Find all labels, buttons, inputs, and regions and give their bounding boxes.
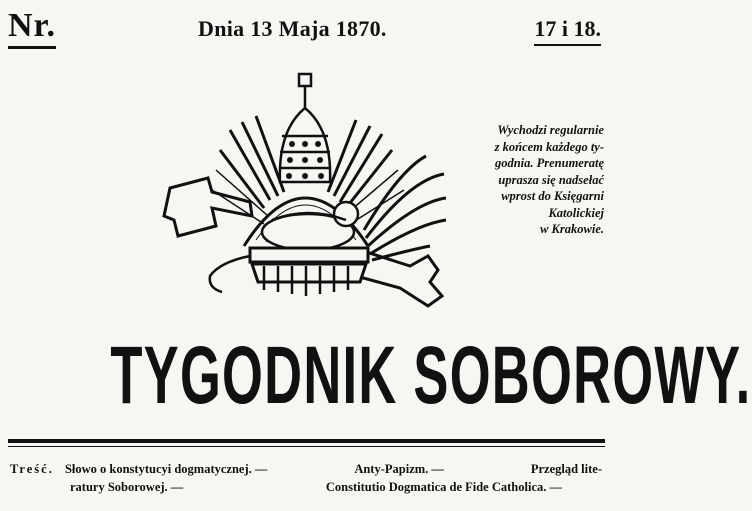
divider-thin [8,446,605,447]
number-label: Nr. [8,8,56,49]
issue-date: Dnia 13 Maja 1870. [198,16,387,41]
contents-lead: Treść. [10,462,54,476]
subscription-notice [448,122,604,238]
notice-line: wprost do Księgarni [501,189,604,203]
issue-number: 17 i 18. [534,16,601,46]
notice-line: uprasza się nadsełać [498,172,604,187]
masthead-title: TYGODNIK SOBOROWY. [110,330,752,421]
notice-line: godnia. Prenumeratę [494,156,604,170]
notice-line: w Krakowie. [540,222,604,236]
papal-tiara-lamb-cross-emblem-icon [160,70,450,320]
contents-item: Constitutio Dogmatica de Fide Catholica. — [325,480,562,494]
table-of-contents [10,460,602,496]
notice-line: z końcem każdego ty- [494,139,604,154]
contents-item: ratury Soborowej. — [70,480,184,494]
notice-line: Wychodzi regularnie [497,123,604,137]
notice-line: Katolickiej [548,205,604,220]
contents-item: Słowo o konstytucyi dogmatycznej. — [64,462,268,476]
contents-item: Anty-Papizm. — [354,462,444,476]
header-bar [0,8,613,52]
divider-thick [8,439,605,443]
contents-line-2 [10,478,602,496]
contents-item: Przegląd lite- [530,462,602,476]
contents-line-1 [10,460,602,478]
